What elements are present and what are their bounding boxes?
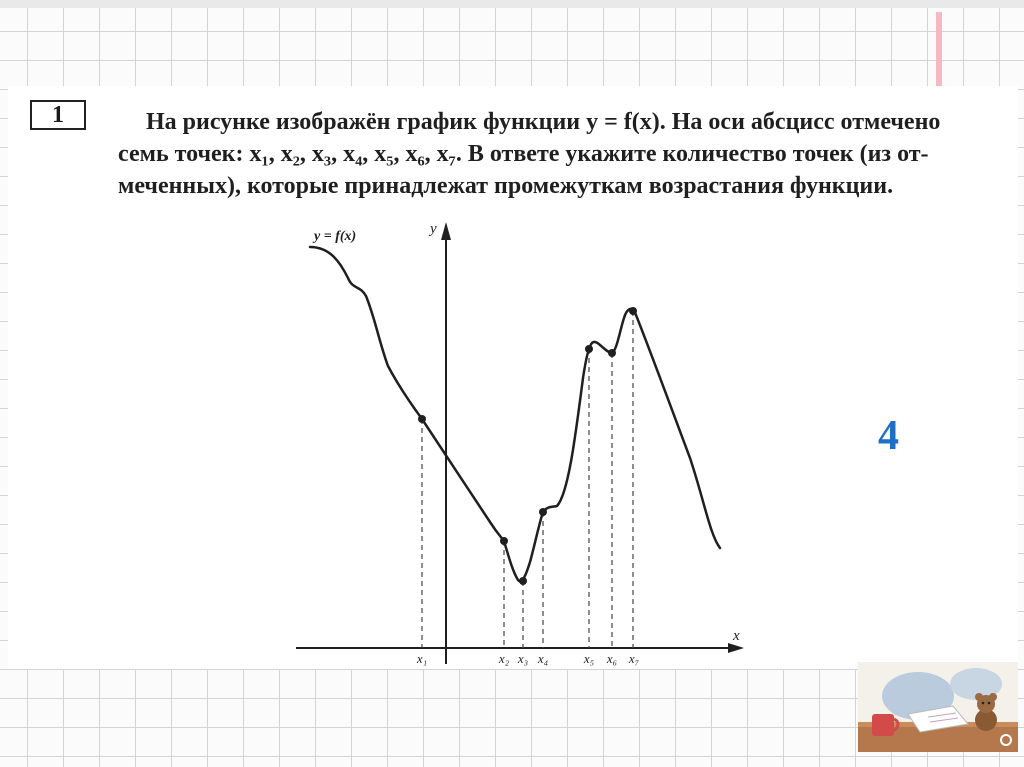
x-axis-arrow-icon [728,643,744,653]
dashed-guides [422,311,633,648]
task-line-1: На рисунке изображён график функции y = f(x). На оси абсцисс отмечено [146,109,941,135]
point-x6 [608,349,616,357]
point-x7 [629,307,637,315]
student-illustration [858,662,1018,752]
function-label: y = f(x) [314,229,357,244]
y-axis-arrow-icon [441,222,451,240]
point-labels [416,651,640,666]
y-axis [441,222,451,664]
point-x4 [539,508,547,516]
task-line-3: меченных), которые принадлежат промежуткам возрастания функции. [118,173,894,200]
task-line-2: семь точек: x₁, x₂, x₃, x₄, x₅, x₆, x₇. В ответе укажите количество точек (из от- [118,141,929,168]
point-label-x1: x₁ [416,651,428,666]
point-x1 [418,415,426,423]
function-curve [310,247,720,581]
point-x3 [519,577,527,585]
answer-value: 4 [878,413,899,459]
x-axis-label: x [733,628,740,644]
point-x5 [585,345,593,353]
point-label-x2: x₂ [498,651,510,666]
point-label-x6: x₆ [606,651,618,666]
point-label-x5: x₅ [583,651,595,666]
task-number-box: 1 [30,100,86,130]
point-x2 [500,537,508,545]
y-axis-label: y [430,221,437,237]
point-label-x4: x₄ [537,651,549,666]
point-label-x3: x₃ [517,651,529,666]
mug-icon [872,714,894,736]
point-label-x7: x₇ [628,651,640,666]
